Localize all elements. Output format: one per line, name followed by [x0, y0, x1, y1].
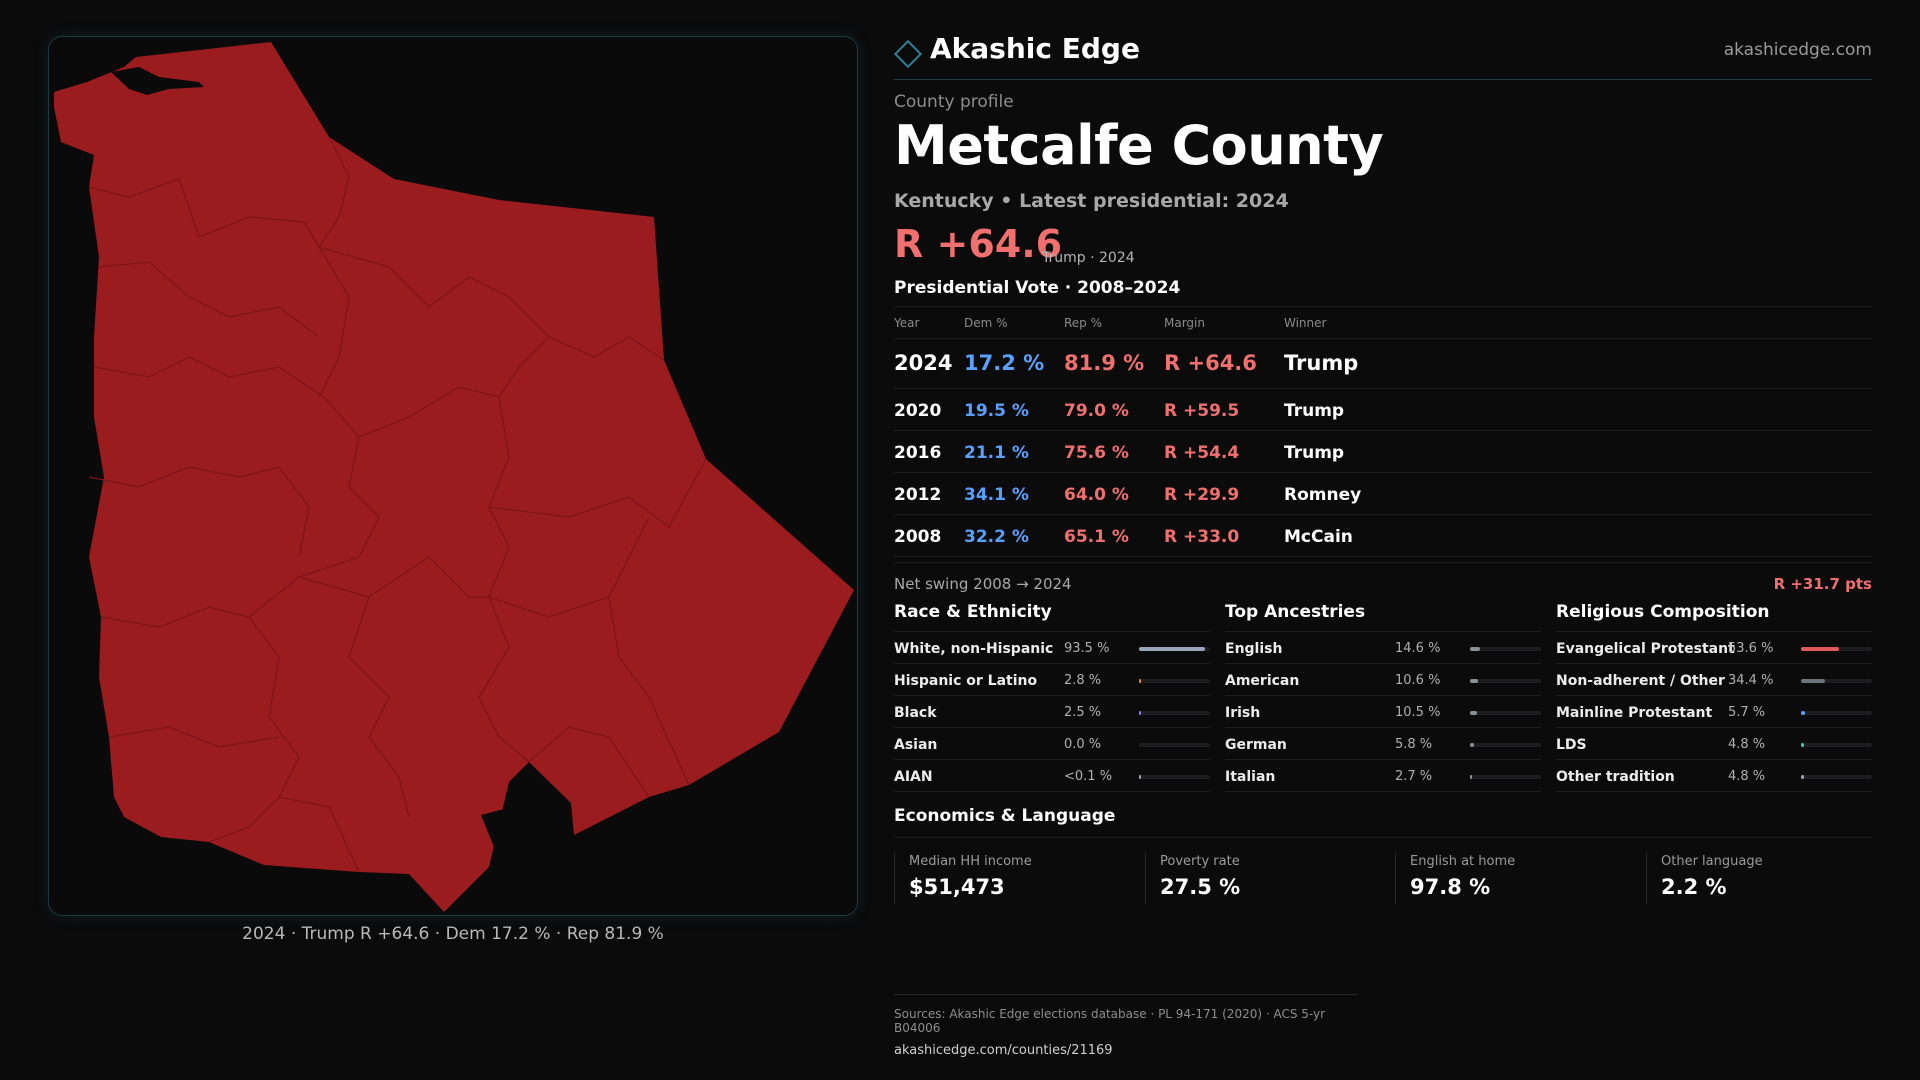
progress-bar — [1139, 647, 1210, 651]
ancestries-section — [1225, 602, 1541, 792]
race-ethnicity-title: Race & Ethnicity — [894, 602, 1210, 632]
table-row[interactable] — [894, 473, 1872, 515]
item-percent: 5.7 % — [1728, 705, 1766, 720]
progress-bar — [1139, 711, 1210, 715]
progress-fill — [1139, 647, 1205, 651]
item-percent: 10.5 % — [1395, 705, 1441, 720]
progress-bar — [1470, 711, 1541, 715]
vote-table-header — [894, 307, 1872, 339]
progress-fill — [1470, 743, 1474, 747]
item-percent: 5.8 % — [1395, 737, 1433, 752]
header-year: Year — [894, 316, 920, 330]
list-item — [1556, 696, 1872, 728]
cell-dem: 34.1 % — [964, 485, 1029, 505]
item-percent: <0.1 % — [1064, 769, 1113, 784]
cell-margin: R +29.9 — [1164, 485, 1240, 505]
stat-median-income — [894, 852, 1138, 904]
list-item — [894, 632, 1210, 664]
stat-value: 2.2 % — [1661, 875, 1727, 899]
progress-bar — [1801, 647, 1872, 651]
item-label: Other tradition — [1556, 769, 1675, 785]
cell-margin: R +59.5 — [1164, 401, 1240, 421]
lake-south — [481, 809, 554, 903]
cell-year: 2012 — [894, 485, 942, 505]
cell-dem: 21.1 % — [964, 443, 1029, 463]
net-swing-value: R +31.7 pts — [1773, 575, 1872, 593]
stat-other-language — [1646, 852, 1890, 904]
list-item — [1225, 696, 1541, 728]
footer — [894, 994, 1358, 1058]
cell-year: 2020 — [894, 401, 942, 421]
race-ethnicity-section — [894, 602, 1210, 792]
cell-margin: R +64.6 — [1164, 351, 1257, 375]
cell-dem: 19.5 % — [964, 401, 1029, 421]
list-item — [1556, 728, 1872, 760]
list-item — [1225, 728, 1541, 760]
progress-bar — [1470, 743, 1541, 747]
table-row[interactable] — [894, 431, 1872, 473]
progress-fill — [1139, 679, 1141, 683]
cell-margin: R +33.0 — [1164, 527, 1240, 547]
cell-winner: McCain — [1284, 527, 1353, 547]
cell-winner: Trump — [1284, 401, 1345, 421]
vote-table — [894, 306, 1872, 557]
header-margin: Margin — [1164, 316, 1205, 330]
economics-grid — [894, 852, 1872, 904]
item-percent: 14.6 % — [1395, 641, 1441, 656]
page-subtitle: Kentucky • Latest presidential: 2024 — [894, 190, 1289, 212]
cell-winner: Trump — [1284, 351, 1359, 375]
stat-english-at-home — [1395, 852, 1639, 904]
item-percent: 93.5 % — [1064, 641, 1110, 656]
item-percent: 34.4 % — [1728, 673, 1774, 688]
diamond-icon — [894, 40, 922, 68]
eyebrow-label: County profile — [894, 92, 1014, 112]
progress-bar — [1139, 743, 1210, 747]
cell-margin: R +54.4 — [1164, 443, 1240, 463]
item-label: Non-adherent / Other — [1556, 673, 1725, 689]
progress-bar — [1139, 679, 1210, 683]
item-percent: 4.8 % — [1728, 769, 1766, 784]
list-item — [1556, 632, 1872, 664]
item-percent: 2.7 % — [1395, 769, 1433, 784]
latest-margin: R +64.6 — [894, 222, 1063, 266]
item-percent: 4.8 % — [1728, 737, 1766, 752]
list-item — [1556, 760, 1872, 792]
vote-table-title: Presidential Vote · 2008–2024 — [894, 278, 1181, 298]
item-label: American — [1225, 673, 1300, 689]
progress-bar — [1801, 743, 1872, 747]
item-label: White, non-Hispanic — [894, 641, 1054, 657]
county-shape[interactable] — [54, 42, 854, 912]
religion-section — [1556, 602, 1872, 792]
cell-winner: Trump — [1284, 443, 1345, 463]
list-item — [894, 664, 1210, 696]
county-map[interactable] — [48, 36, 858, 916]
item-label: Mainline Protestant — [1556, 705, 1713, 721]
page-title: Metcalfe County — [894, 114, 1384, 177]
progress-fill — [1801, 679, 1825, 683]
county-map-svg — [49, 37, 858, 916]
progress-fill — [1470, 647, 1480, 651]
item-percent: 2.8 % — [1064, 673, 1102, 688]
progress-fill — [1139, 711, 1141, 715]
item-percent: 0.0 % — [1064, 737, 1102, 752]
stat-poverty-rate — [1145, 852, 1389, 904]
cell-rep: 75.6 % — [1064, 443, 1129, 463]
stat-label: Poverty rate — [1160, 854, 1240, 869]
list-item — [1556, 664, 1872, 696]
brand-name[interactable]: Akashic Edge — [930, 32, 1140, 65]
sources-text: Sources: Akashic Edge elections database · PL 94-171 (2020) · ACS 5-yr B04006 — [894, 1007, 1326, 1035]
cell-year: 2008 — [894, 527, 942, 547]
economics-title: Economics & Language — [894, 806, 1872, 838]
item-label: English — [1225, 641, 1283, 657]
item-percent: 10.6 % — [1395, 673, 1441, 688]
item-label: Evangelical Protestant — [1556, 641, 1735, 657]
table-row[interactable] — [894, 339, 1872, 389]
table-row[interactable] — [894, 389, 1872, 431]
net-swing-label: Net swing 2008 → 2024 — [894, 575, 1072, 593]
map-caption: 2024 · Trump R +64.6 · Dem 17.2 % · Rep 81.9 % — [242, 924, 664, 944]
progress-bar — [1470, 647, 1541, 651]
list-item — [1225, 760, 1541, 792]
cell-rep: 81.9 % — [1064, 351, 1145, 375]
county-url-link[interactable]: akashicedge.com/counties/21169 — [894, 1043, 1113, 1058]
progress-bar — [1470, 679, 1541, 683]
stat-value: 97.8 % — [1410, 875, 1491, 899]
header-winner: Winner — [1284, 316, 1327, 330]
list-item — [1225, 664, 1541, 696]
header — [894, 30, 1872, 80]
cell-dem: 32.2 % — [964, 527, 1029, 547]
cell-rep: 64.0 % — [1064, 485, 1129, 505]
progress-bar — [1801, 775, 1872, 779]
item-label: AIAN — [894, 769, 933, 785]
progress-fill — [1470, 711, 1477, 715]
item-percent: 2.5 % — [1064, 705, 1102, 720]
header-dem: Dem % — [964, 316, 1008, 330]
item-label: Irish — [1225, 705, 1261, 721]
progress-bar — [1801, 711, 1872, 715]
progress-fill — [1470, 775, 1472, 779]
progress-fill — [1139, 775, 1141, 779]
ancestries-title: Top Ancestries — [1225, 602, 1541, 632]
list-item — [1225, 632, 1541, 664]
header-rep: Rep % — [1064, 316, 1103, 330]
progress-bar — [1470, 775, 1541, 779]
progress-fill — [1470, 679, 1478, 683]
progress-bar — [1801, 679, 1872, 683]
cell-rep: 65.1 % — [1064, 527, 1129, 547]
list-item — [894, 728, 1210, 760]
religion-title: Religious Composition — [1556, 602, 1872, 632]
cell-dem: 17.2 % — [964, 351, 1045, 375]
progress-fill — [1801, 711, 1805, 715]
cell-year: 2016 — [894, 443, 942, 463]
site-link[interactable]: akashicedge.com — [1723, 40, 1872, 60]
cell-winner: Romney — [1284, 485, 1362, 505]
progress-fill — [1801, 775, 1804, 779]
stat-label: Other language — [1661, 854, 1763, 869]
stat-value: $51,473 — [909, 875, 1005, 899]
county-profile-panel — [894, 0, 1872, 1080]
item-percent: 53.6 % — [1728, 641, 1774, 656]
stat-label: English at home — [1410, 854, 1516, 869]
progress-bar — [1139, 775, 1210, 779]
stat-value: 27.5 % — [1160, 875, 1241, 899]
item-label: German — [1225, 737, 1287, 753]
progress-fill — [1801, 647, 1839, 651]
table-row[interactable] — [894, 515, 1872, 557]
item-label: Asian — [894, 737, 938, 753]
list-item — [894, 760, 1210, 792]
cell-rep: 79.0 % — [1064, 401, 1129, 421]
list-item — [894, 696, 1210, 728]
stat-label: Median HH income — [909, 854, 1032, 869]
item-label: LDS — [1556, 737, 1587, 753]
net-swing-row — [894, 562, 1872, 594]
cell-year: 2024 — [894, 351, 953, 375]
item-label: Black — [894, 705, 937, 721]
item-label: Hispanic or Latino — [894, 673, 1038, 689]
latest-margin-note: Trump · 2024 — [1042, 250, 1135, 266]
item-label: Italian — [1225, 769, 1276, 785]
progress-fill — [1801, 743, 1804, 747]
